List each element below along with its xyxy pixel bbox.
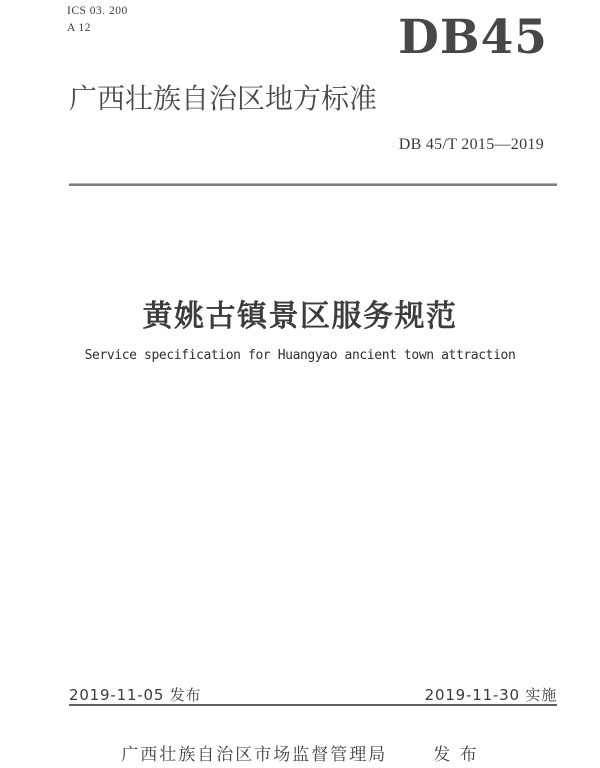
ics-classification-block xyxy=(67,3,128,37)
classification-code: A 12 xyxy=(67,22,92,34)
footer-divider-rule xyxy=(69,704,557,706)
document-title-chinese: 黄姚古镇景区服务规范 xyxy=(142,299,458,334)
dates-row xyxy=(69,684,557,705)
issue-label: 发 布 xyxy=(433,745,479,765)
standard-type-heading: 广西壮族自治区地方标准 xyxy=(69,82,378,115)
issuing-authority-row xyxy=(0,740,600,765)
issuing-authority: 广西壮族自治区市场监督管理局 xyxy=(121,745,388,765)
standard-number: DB 45/T 2015—2019 xyxy=(398,136,544,153)
issue-date: 2019-11-05 发布 xyxy=(69,686,202,704)
implementation-date: 2019-11-30 实施 xyxy=(424,686,557,704)
db45-logo: DB45 xyxy=(398,10,548,65)
document-title-english: Service specification for Huangyao ancient town attraction xyxy=(84,348,516,363)
ics-code: ICS 03. 200 xyxy=(67,5,128,17)
header-divider-rule xyxy=(69,183,557,186)
